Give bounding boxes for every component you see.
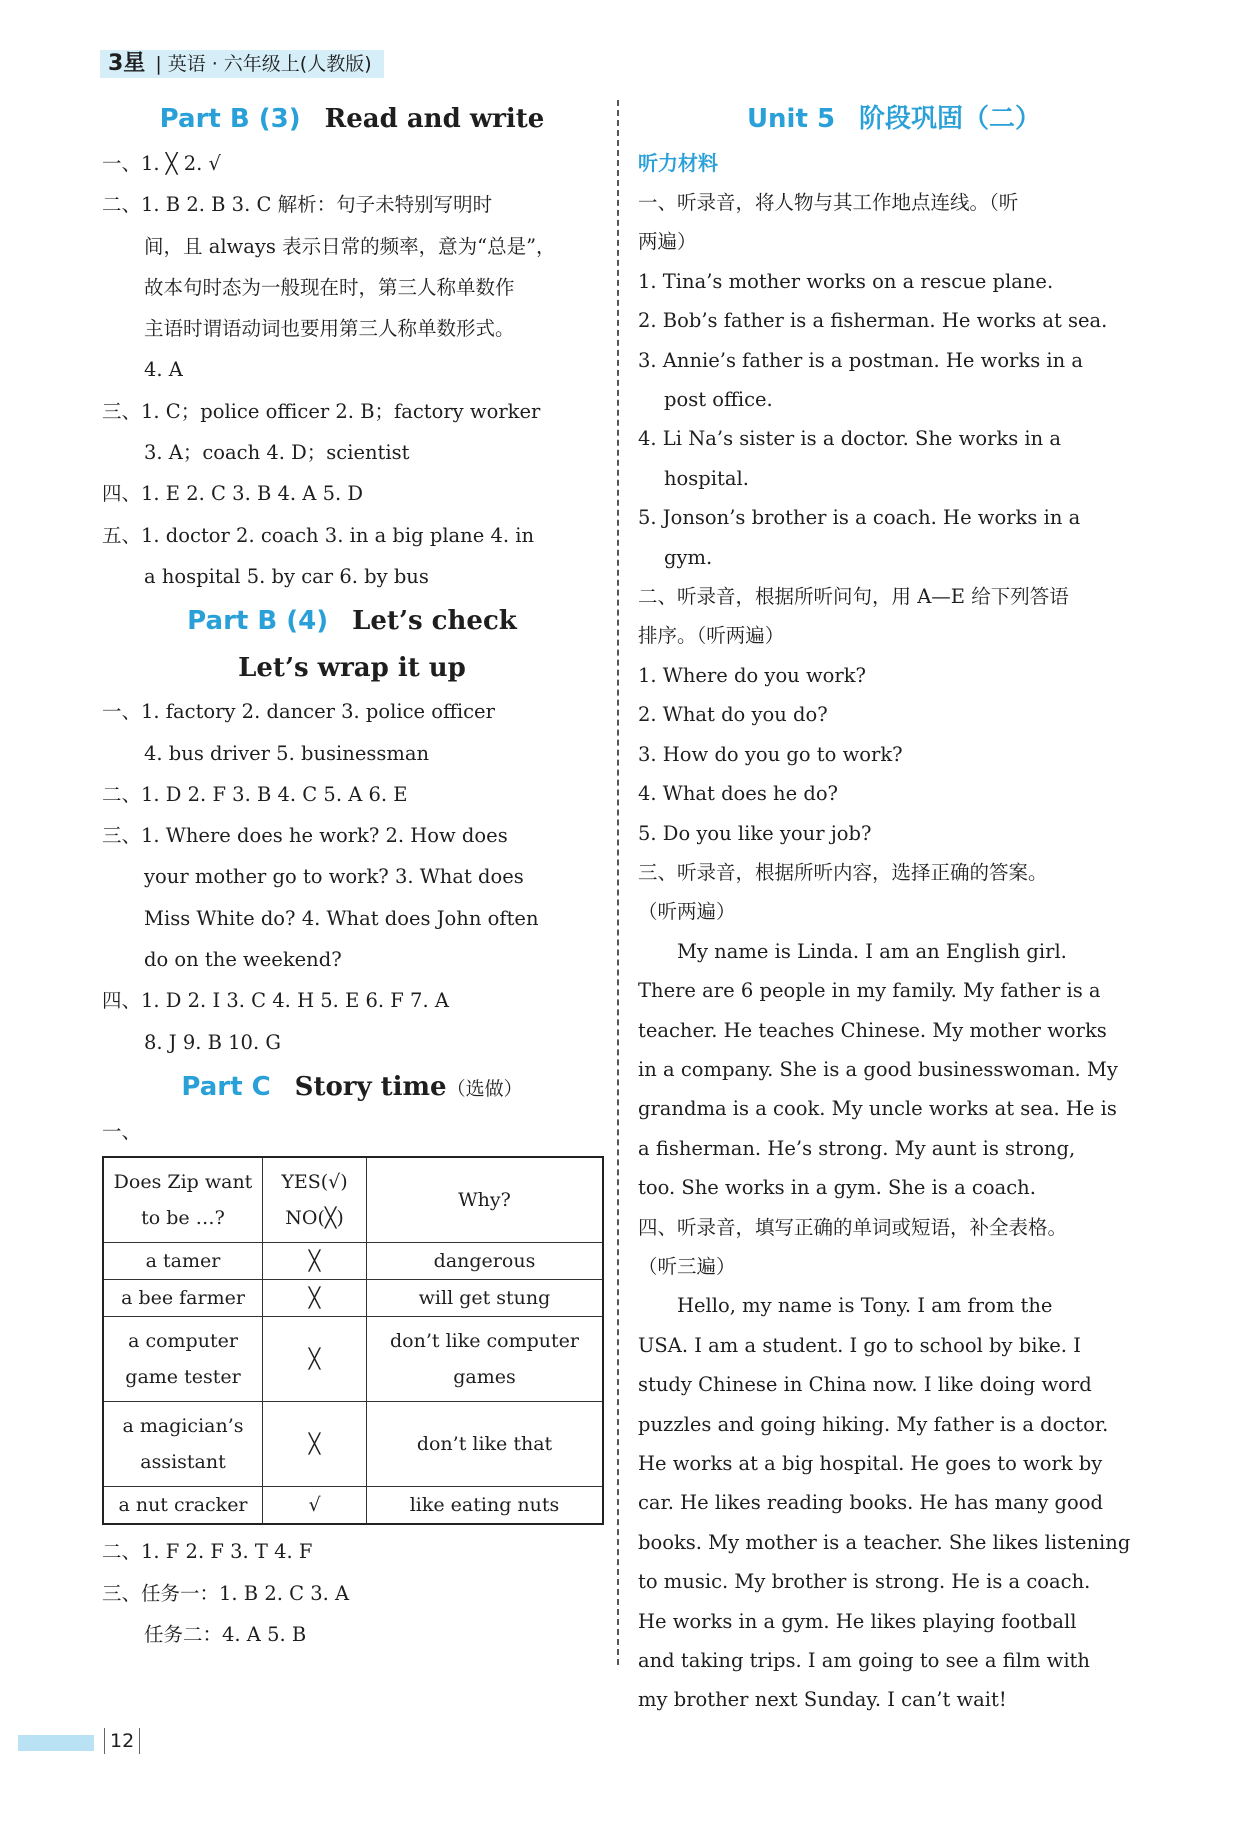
part-label: Part C <box>181 1071 271 1102</box>
table-header-row <box>103 1157 603 1243</box>
passage-line: too. She works in a gym. She is a coach. <box>638 1176 1036 1200</box>
answer-line: your mother go to work? 3. What does <box>144 865 524 889</box>
answer-line: do on the weekend? <box>144 948 342 972</box>
table-cell: ╳ <box>263 1243 367 1280</box>
question-heading: 一、听录音，将人物与其工作地点连线。（听 <box>638 191 1019 214</box>
script-line: 5. Jonson’s brother is a coach. He works in a <box>638 506 1081 530</box>
passage-line: a fisherman. He’s strong. My aunt is strong, <box>638 1136 1076 1160</box>
section-name: Story time <box>294 1071 447 1102</box>
question-heading: 两遍） <box>638 230 697 254</box>
script-line: 5. Do you like your job? <box>638 821 872 845</box>
passage-line: my brother next Sunday. I can’t wait! <box>638 1688 1007 1712</box>
question-heading: 四、听录音，填写正确的单词或短语，补全表格。 <box>638 1215 1068 1239</box>
table-row <box>103 1317 603 1402</box>
book-header <box>100 50 384 78</box>
table-header: Does Zip want to be …? <box>103 1157 263 1243</box>
table-cell: don’t like computer games <box>367 1317 604 1402</box>
part-label: Part B (4) <box>187 606 329 637</box>
script-line: 1. Tina’s mother works on a rescue plane. <box>638 269 1054 293</box>
table-cell: ╳ <box>263 1317 367 1402</box>
header-dot: · <box>211 53 218 75</box>
passage-line: study Chinese in China now. I like doing word <box>638 1373 1092 1397</box>
table-cell: a tamer <box>103 1243 263 1280</box>
section-name: Let’s check <box>352 606 517 637</box>
answer-line: 间，且 always 表示日常的频率，意为“总是”， <box>144 234 556 258</box>
script-line: 3. How do you go to work? <box>638 742 903 766</box>
listening-material-label: 听力材料 <box>638 151 718 175</box>
question-heading: 排序。（听两遍） <box>638 624 785 648</box>
table-cell: dangerous <box>367 1243 604 1280</box>
question-heading: （听两遍） <box>638 900 736 924</box>
script-line: 4. Li Na’s sister is a doctor. She works in a <box>638 427 1062 451</box>
section-title <box>102 95 602 143</box>
answer-line: 二、1. D 2. F 3. B 4. C 5. A 6. E <box>102 782 408 806</box>
answer-line: 四、1. E 2. C 3. B 4. A 5. D <box>102 482 364 506</box>
answer-line: Miss White do? 4. What does John often <box>144 906 539 930</box>
column-divider <box>617 100 619 1665</box>
answer-line: 故本句时态为一般现在时，第三人称单数作 <box>144 275 515 299</box>
answer-line: 3. A；coach 4. D；scientist <box>144 441 410 465</box>
table-row <box>103 1487 603 1525</box>
question-heading: （听三遍） <box>638 1254 736 1278</box>
page-number: 12 <box>104 1728 140 1754</box>
answer-line: 二、1. B 2. B 3. C 解析：句子未特别写明时 <box>102 193 493 217</box>
table-cell: √ <box>263 1487 367 1525</box>
star-level: 3星 <box>108 51 146 76</box>
book-label: 六年级上(人教版) <box>223 53 372 75</box>
table-cell: a computer game tester <box>103 1317 263 1402</box>
answer-line: 4. bus driver 5. businessman <box>144 741 430 765</box>
table-cell: a magician’s assistant <box>103 1402 263 1487</box>
header-separator: | <box>155 53 162 75</box>
script-line: 2. Bob’s father is a fisherman. He works at sea. <box>638 309 1108 333</box>
script-line: 3. Annie’s father is a postman. He works in a <box>638 348 1084 372</box>
passage-line: and taking trips. I am going to see a film with <box>638 1649 1090 1673</box>
answer-line: 五、1. doctor 2. coach 3. in a big plane 4. in <box>102 523 535 547</box>
passage-line: There are 6 people in my family. My father is a <box>638 979 1101 1003</box>
answer-line: 任务二：4. A 5. B <box>144 1622 307 1646</box>
passage-line: Hello, my name is Tony. I am from the <box>677 1294 1053 1318</box>
table-cell: don’t like that <box>367 1402 604 1487</box>
section-name: Read and write <box>324 104 545 134</box>
passage-line: in a company. She is a good businesswoman. My <box>638 1057 1118 1081</box>
table-cell: like eating nuts <box>367 1487 604 1525</box>
passage-line: USA. I am a student. I go to school by bike. I <box>638 1333 1081 1357</box>
subject-label: 英语 <box>167 53 206 75</box>
passage-line: puzzles and going hiking. My father is a doctor. <box>638 1412 1109 1436</box>
script-line: 1. Where do you work? <box>638 663 866 687</box>
answer-line: 二、1. F 2. F 3. T 4. F <box>102 1540 313 1564</box>
passage-line: My name is Linda. I am an English girl. <box>677 939 1067 963</box>
table-cell: a bee farmer <box>103 1280 263 1317</box>
passage-line: teacher. He teaches Chinese. My mother works <box>638 1018 1107 1042</box>
table-header: YES(√) NO(╳) <box>263 1157 367 1243</box>
script-line: hospital. <box>664 466 749 490</box>
script-line: post office. <box>664 388 773 412</box>
table-row <box>103 1402 603 1487</box>
answer-line: a hospital 5. by car 6. by bus <box>144 564 429 588</box>
passage-line: to music. My brother is strong. He is a coach. <box>638 1570 1091 1594</box>
script-line: 4. What does he do? <box>638 782 839 806</box>
unit-title <box>638 95 1150 143</box>
question-heading: 二、听录音，根据所听问句，用 A—E 给下列答语 <box>638 585 1069 609</box>
question-heading: 三、听录音，根据所听内容，选择正确的答案。 <box>638 860 1048 884</box>
answer-line: 三、1. Where does he work? 2. How does <box>102 824 508 848</box>
section-subtitle: Let’s wrap it up <box>238 653 466 684</box>
footer-accent-bar <box>18 1735 94 1751</box>
section-title <box>102 1063 602 1111</box>
unit-label: Unit 5 <box>746 104 836 134</box>
answer-line: 一、1. ╳ 2. √ <box>102 152 221 175</box>
answer-line: 一、1. factory 2. dancer 3. police officer <box>102 700 495 724</box>
table-row <box>103 1280 603 1317</box>
passage-line: books. My mother is a teacher. She likes listening <box>638 1530 1131 1554</box>
left-column <box>102 95 602 1655</box>
right-column <box>638 95 1150 1720</box>
table-cell: ╳ <box>263 1280 367 1317</box>
passage-line: car. He likes reading books. He has many good <box>638 1491 1104 1515</box>
table-cell: will get stung <box>367 1280 604 1317</box>
answer-table <box>102 1156 604 1525</box>
table-cell: a nut cracker <box>103 1487 263 1525</box>
answer-line: 一、 <box>102 1119 142 1143</box>
answer-line: 三、任务一：1. B 2. C 3. A <box>102 1581 350 1605</box>
unit-name: 阶段巩固（二） <box>859 104 1042 134</box>
passage-line: He works at a big hospital. He goes to work by <box>638 1452 1103 1475</box>
answer-line: 四、1. D 2. I 3. C 4. H 5. E 6. F 7. A <box>102 989 449 1013</box>
answer-line: 8. J 9. B 10. G <box>144 1030 281 1054</box>
section-title <box>102 597 602 645</box>
answer-line: 4. A <box>144 358 183 382</box>
passage-line: grandma is a cook. My uncle works at sea. He is <box>638 1097 1117 1121</box>
passage-line: He works in a gym. He likes playing football <box>638 1609 1077 1633</box>
part-label: Part B (3) <box>159 104 301 134</box>
answer-line: 主语时谓语动词也要用第三人称单数形式。 <box>144 317 515 341</box>
script-line: gym. <box>664 545 713 569</box>
table-cell: ╳ <box>263 1402 367 1487</box>
script-line: 2. What do you do? <box>638 703 828 727</box>
table-header: Why? <box>367 1157 604 1243</box>
optional-note: （选做） <box>446 1077 523 1100</box>
answer-line: 三、1. C；police officer 2. B；factory worker <box>102 399 541 423</box>
table-row <box>103 1243 603 1280</box>
